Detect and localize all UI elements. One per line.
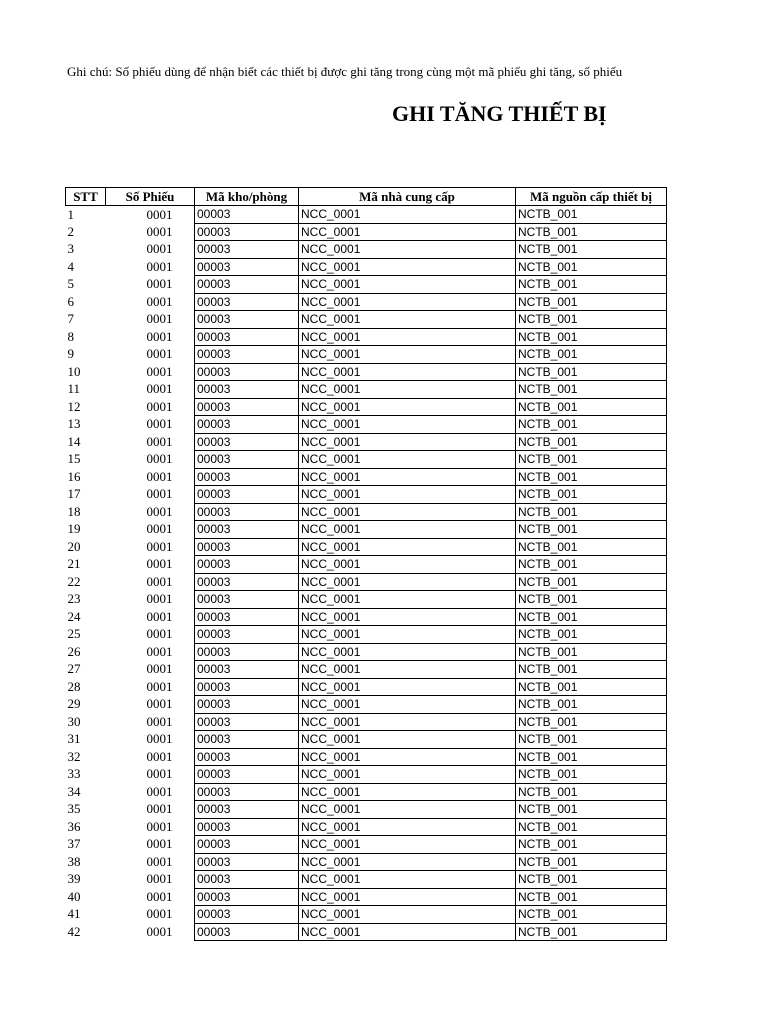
cell-so-phieu: 0001 [146,678,173,694]
cell-ma-kho-phong: 00003 [195,643,299,661]
table-row [66,521,667,539]
table-row [66,293,667,311]
cell-so-phieu: 0001 [146,468,173,484]
cell-ma-nguon-cap: NCTB_001 [516,853,667,871]
cell-ma-nha-cung-cap: NCC_0001 [299,538,516,556]
cell-ma-nguon-cap: NCTB_001 [516,626,667,644]
table-row [66,556,667,574]
cell-ma-nguon-cap: NCTB_001 [516,451,667,469]
cell-stt: 18 [67,503,81,519]
cell-ma-nha-cung-cap: NCC_0001 [299,451,516,469]
cell-ma-nguon-cap: NCTB_001 [516,591,667,609]
table-row [66,451,667,469]
cell-so-phieu: 0001 [146,573,173,589]
cell-so-phieu: 0001 [146,661,173,677]
cell-so-phieu: 0001 [146,311,173,327]
table-row [66,906,667,924]
cell-stt: 37 [67,836,81,852]
cell-stt: 7 [67,311,74,327]
cell-stt: 32 [67,748,81,764]
cell-ma-nguon-cap: NCTB_001 [516,748,667,766]
cell-ma-nha-cung-cap: NCC_0001 [299,906,516,924]
cell-so-phieu: 0001 [146,696,173,712]
cell-stt: 16 [67,468,81,484]
cell-stt: 41 [67,906,81,922]
cell-ma-nha-cung-cap: NCC_0001 [299,258,516,276]
cell-ma-nha-cung-cap: NCC_0001 [299,311,516,329]
cell-ma-nha-cung-cap: NCC_0001 [299,748,516,766]
cell-stt: 42 [67,923,81,939]
cell-stt: 36 [67,818,81,834]
cell-ma-nha-cung-cap: NCC_0001 [299,626,516,644]
cell-ma-kho-phong: 00003 [195,573,299,591]
cell-ma-nguon-cap: NCTB_001 [516,678,667,696]
cell-ma-nguon-cap: NCTB_001 [516,503,667,521]
cell-ma-kho-phong: 00003 [195,381,299,399]
cell-so-phieu: 0001 [146,486,173,502]
cell-so-phieu: 0001 [146,293,173,309]
cell-stt: 15 [67,451,81,467]
cell-ma-kho-phong: 00003 [195,853,299,871]
table-row [66,328,667,346]
cell-ma-nha-cung-cap: NCC_0001 [299,853,516,871]
cell-ma-kho-phong: 00003 [195,258,299,276]
table-row [66,643,667,661]
cell-ma-nguon-cap: NCTB_001 [516,538,667,556]
cell-ma-kho-phong: 00003 [195,731,299,749]
header-ma-nguon-cap-thiet-bi: Mã nguồn cấp thiết bị [516,188,667,206]
cell-ma-kho-phong: 00003 [195,503,299,521]
cell-ma-kho-phong: 00003 [195,521,299,539]
table-row [66,241,667,259]
cell-ma-kho-phong: 00003 [195,696,299,714]
cell-stt: 3 [67,241,74,257]
cell-so-phieu: 0001 [146,643,173,659]
cell-ma-kho-phong: 00003 [195,346,299,364]
cell-ma-nguon-cap: NCTB_001 [516,468,667,486]
cell-ma-nha-cung-cap: NCC_0001 [299,713,516,731]
cell-ma-kho-phong: 00003 [195,276,299,294]
page-title: GHI TĂNG THIẾT BỊ [392,101,607,126]
table-row [66,888,667,906]
table-row [66,416,667,434]
cell-ma-nha-cung-cap: NCC_0001 [299,276,516,294]
cell-stt: 26 [67,643,81,659]
cell-ma-nha-cung-cap: NCC_0001 [299,241,516,259]
cell-ma-nha-cung-cap: NCC_0001 [299,433,516,451]
cell-so-phieu: 0001 [146,521,173,537]
cell-ma-kho-phong: 00003 [195,416,299,434]
cell-ma-nguon-cap: NCTB_001 [516,206,667,224]
cell-ma-nha-cung-cap: NCC_0001 [299,223,516,241]
cell-stt: 2 [67,223,74,239]
table-row [66,503,667,521]
cell-stt: 22 [67,573,81,589]
table-row [66,433,667,451]
cell-stt: 6 [67,293,74,309]
cell-ma-nguon-cap: NCTB_001 [516,818,667,836]
cell-ma-kho-phong: 00003 [195,661,299,679]
cell-ma-nha-cung-cap: NCC_0001 [299,678,516,696]
cell-so-phieu: 0001 [146,608,173,624]
cell-ma-nguon-cap: NCTB_001 [516,381,667,399]
equipment-table [65,187,667,941]
table-row [66,853,667,871]
cell-ma-nha-cung-cap: NCC_0001 [299,923,516,941]
cell-so-phieu: 0001 [146,923,173,939]
cell-ma-kho-phong: 00003 [195,451,299,469]
cell-ma-kho-phong: 00003 [195,783,299,801]
table-row [66,678,667,696]
cell-ma-kho-phong: 00003 [195,626,299,644]
table-row [66,206,667,224]
cell-ma-nha-cung-cap: NCC_0001 [299,888,516,906]
table-row [66,748,667,766]
table-row [66,381,667,399]
table-header-row [66,188,667,206]
cell-so-phieu: 0001 [146,906,173,922]
cell-ma-nha-cung-cap: NCC_0001 [299,556,516,574]
cell-ma-nha-cung-cap: NCC_0001 [299,206,516,224]
cell-ma-nguon-cap: NCTB_001 [516,696,667,714]
cell-stt: 30 [67,713,81,729]
cell-so-phieu: 0001 [146,748,173,764]
cell-so-phieu: 0001 [146,241,173,257]
cell-stt: 28 [67,678,81,694]
cell-stt: 19 [67,521,81,537]
cell-ma-nha-cung-cap: NCC_0001 [299,468,516,486]
table-row [66,661,667,679]
cell-ma-nguon-cap: NCTB_001 [516,836,667,854]
cell-ma-nha-cung-cap: NCC_0001 [299,486,516,504]
cell-so-phieu: 0001 [146,276,173,292]
cell-stt: 27 [67,661,81,677]
table-row [66,871,667,889]
cell-ma-nha-cung-cap: NCC_0001 [299,346,516,364]
cell-ma-kho-phong: 00003 [195,766,299,784]
cell-so-phieu: 0001 [146,556,173,572]
cell-ma-nguon-cap: NCTB_001 [516,258,667,276]
cell-ma-kho-phong: 00003 [195,223,299,241]
cell-ma-nguon-cap: NCTB_001 [516,923,667,941]
cell-stt: 17 [67,486,81,502]
cell-ma-nguon-cap: NCTB_001 [516,573,667,591]
cell-so-phieu: 0001 [146,346,173,362]
cell-so-phieu: 0001 [146,783,173,799]
table-row [66,783,667,801]
cell-ma-kho-phong: 00003 [195,556,299,574]
cell-ma-kho-phong: 00003 [195,678,299,696]
cell-ma-kho-phong: 00003 [195,888,299,906]
table-row [66,311,667,329]
cell-ma-nha-cung-cap: NCC_0001 [299,608,516,626]
cell-ma-nguon-cap: NCTB_001 [516,556,667,574]
cell-ma-kho-phong: 00003 [195,608,299,626]
table-row [66,538,667,556]
cell-ma-kho-phong: 00003 [195,311,299,329]
cell-ma-kho-phong: 00003 [195,468,299,486]
cell-ma-kho-phong: 00003 [195,486,299,504]
cell-so-phieu: 0001 [146,713,173,729]
cell-stt: 24 [67,608,81,624]
cell-stt: 21 [67,556,81,572]
table-row [66,346,667,364]
cell-ma-nguon-cap: NCTB_001 [516,783,667,801]
cell-ma-nha-cung-cap: NCC_0001 [299,293,516,311]
cell-ma-kho-phong: 00003 [195,748,299,766]
table-row [66,626,667,644]
cell-stt: 25 [67,626,81,642]
cell-ma-nha-cung-cap: NCC_0001 [299,416,516,434]
cell-so-phieu: 0001 [146,381,173,397]
cell-stt: 14 [67,433,81,449]
cell-ma-nguon-cap: NCTB_001 [516,871,667,889]
cell-stt: 4 [67,258,74,274]
cell-ma-nha-cung-cap: NCC_0001 [299,871,516,889]
cell-ma-nha-cung-cap: NCC_0001 [299,661,516,679]
table-row [66,766,667,784]
cell-so-phieu: 0001 [146,433,173,449]
cell-stt: 1 [67,206,74,222]
cell-stt: 39 [67,871,81,887]
cell-stt: 20 [67,538,81,554]
cell-ma-nguon-cap: NCTB_001 [516,416,667,434]
cell-so-phieu: 0001 [146,801,173,817]
table-row [66,258,667,276]
cell-ma-kho-phong: 00003 [195,906,299,924]
table-row [66,836,667,854]
cell-ma-kho-phong: 00003 [195,538,299,556]
cell-ma-nguon-cap: NCTB_001 [516,521,667,539]
table-row [66,608,667,626]
table-row [66,713,667,731]
cell-stt: 38 [67,853,81,869]
cell-ma-nguon-cap: NCTB_001 [516,241,667,259]
cell-stt: 13 [67,416,81,432]
cell-ma-kho-phong: 00003 [195,241,299,259]
cell-ma-kho-phong: 00003 [195,328,299,346]
header-stt: STT [66,188,106,206]
cell-ma-nguon-cap: NCTB_001 [516,223,667,241]
cell-ma-kho-phong: 00003 [195,206,299,224]
cell-ma-nha-cung-cap: NCC_0001 [299,381,516,399]
cell-ma-nguon-cap: NCTB_001 [516,276,667,294]
cell-so-phieu: 0001 [146,206,173,222]
cell-ma-nha-cung-cap: NCC_0001 [299,818,516,836]
cell-so-phieu: 0001 [146,731,173,747]
table-row [66,363,667,381]
cell-ma-nguon-cap: NCTB_001 [516,328,667,346]
cell-so-phieu: 0001 [146,818,173,834]
cell-so-phieu: 0001 [146,538,173,554]
cell-ma-kho-phong: 00003 [195,836,299,854]
cell-stt: 8 [67,328,74,344]
header-ma-nha-cung-cap: Mã nhà cung cấp [299,188,516,206]
cell-ma-kho-phong: 00003 [195,363,299,381]
cell-ma-nguon-cap: NCTB_001 [516,346,667,364]
cell-ma-nguon-cap: NCTB_001 [516,311,667,329]
cell-so-phieu: 0001 [146,591,173,607]
cell-ma-nha-cung-cap: NCC_0001 [299,363,516,381]
cell-so-phieu: 0001 [146,223,173,239]
cell-ma-nha-cung-cap: NCC_0001 [299,836,516,854]
cell-so-phieu: 0001 [146,258,173,274]
table-row [66,801,667,819]
table-row [66,223,667,241]
cell-so-phieu: 0001 [146,451,173,467]
cell-so-phieu: 0001 [146,363,173,379]
table-row [66,468,667,486]
cell-stt: 12 [67,398,81,414]
cell-ma-nguon-cap: NCTB_001 [516,906,667,924]
table-row [66,486,667,504]
cell-ma-kho-phong: 00003 [195,293,299,311]
cell-ma-kho-phong: 00003 [195,923,299,941]
table-row [66,573,667,591]
table-row [66,398,667,416]
cell-ma-nguon-cap: NCTB_001 [516,433,667,451]
cell-so-phieu: 0001 [146,853,173,869]
cell-so-phieu: 0001 [146,766,173,782]
table-row [66,591,667,609]
cell-ma-nha-cung-cap: NCC_0001 [299,521,516,539]
cell-ma-nguon-cap: NCTB_001 [516,713,667,731]
cell-ma-nguon-cap: NCTB_001 [516,643,667,661]
cell-so-phieu: 0001 [146,416,173,432]
table-row [66,731,667,749]
cell-ma-nha-cung-cap: NCC_0001 [299,766,516,784]
cell-ma-nha-cung-cap: NCC_0001 [299,573,516,591]
cell-ma-nguon-cap: NCTB_001 [516,766,667,784]
header-ma-kho-phong: Mã kho/phòng [195,188,299,206]
cell-so-phieu: 0001 [146,328,173,344]
cell-stt: 35 [67,801,81,817]
cell-ma-nha-cung-cap: NCC_0001 [299,643,516,661]
cell-ma-kho-phong: 00003 [195,713,299,731]
table-row [66,696,667,714]
cell-so-phieu: 0001 [146,888,173,904]
table-body [66,206,667,941]
cell-ma-kho-phong: 00003 [195,591,299,609]
cell-ma-nha-cung-cap: NCC_0001 [299,696,516,714]
cell-ma-nguon-cap: NCTB_001 [516,293,667,311]
cell-ma-nguon-cap: NCTB_001 [516,661,667,679]
cell-ma-nguon-cap: NCTB_001 [516,398,667,416]
cell-so-phieu: 0001 [146,398,173,414]
cell-so-phieu: 0001 [146,871,173,887]
cell-ma-nha-cung-cap: NCC_0001 [299,591,516,609]
cell-so-phieu: 0001 [146,836,173,852]
cell-ma-kho-phong: 00003 [195,871,299,889]
cell-stt: 11 [67,381,81,397]
cell-ma-nguon-cap: NCTB_001 [516,888,667,906]
cell-stt: 29 [67,696,81,712]
cell-ma-nha-cung-cap: NCC_0001 [299,731,516,749]
table-row [66,818,667,836]
cell-ma-nguon-cap: NCTB_001 [516,608,667,626]
cell-stt: 40 [67,888,81,904]
table-row [66,923,667,941]
header-so-phieu: Số Phiếu [106,188,195,206]
cell-ma-kho-phong: 00003 [195,433,299,451]
cell-so-phieu: 0001 [146,503,173,519]
cell-ma-nha-cung-cap: NCC_0001 [299,503,516,521]
cell-so-phieu: 0001 [146,626,173,642]
cell-ma-kho-phong: 00003 [195,398,299,416]
note-text: Ghi chú: Số phiếu dùng để nhận biết các thiết bị được ghi tăng trong cùng một mã phiếu ghi tăng, số phiếu [67,64,623,79]
cell-ma-nguon-cap: NCTB_001 [516,801,667,819]
cell-stt: 9 [67,346,74,362]
cell-ma-kho-phong: 00003 [195,818,299,836]
cell-ma-nguon-cap: NCTB_001 [516,731,667,749]
cell-ma-nha-cung-cap: NCC_0001 [299,328,516,346]
cell-stt: 23 [67,591,81,607]
table-row [66,276,667,294]
cell-stt: 34 [67,783,81,799]
cell-stt: 33 [67,766,81,782]
cell-ma-kho-phong: 00003 [195,801,299,819]
cell-stt: 31 [67,731,81,747]
cell-ma-nha-cung-cap: NCC_0001 [299,801,516,819]
cell-stt: 10 [67,363,81,379]
cell-ma-nha-cung-cap: NCC_0001 [299,398,516,416]
cell-stt: 5 [67,276,74,292]
cell-ma-nguon-cap: NCTB_001 [516,486,667,504]
cell-ma-nguon-cap: NCTB_001 [516,363,667,381]
cell-ma-nha-cung-cap: NCC_0001 [299,783,516,801]
